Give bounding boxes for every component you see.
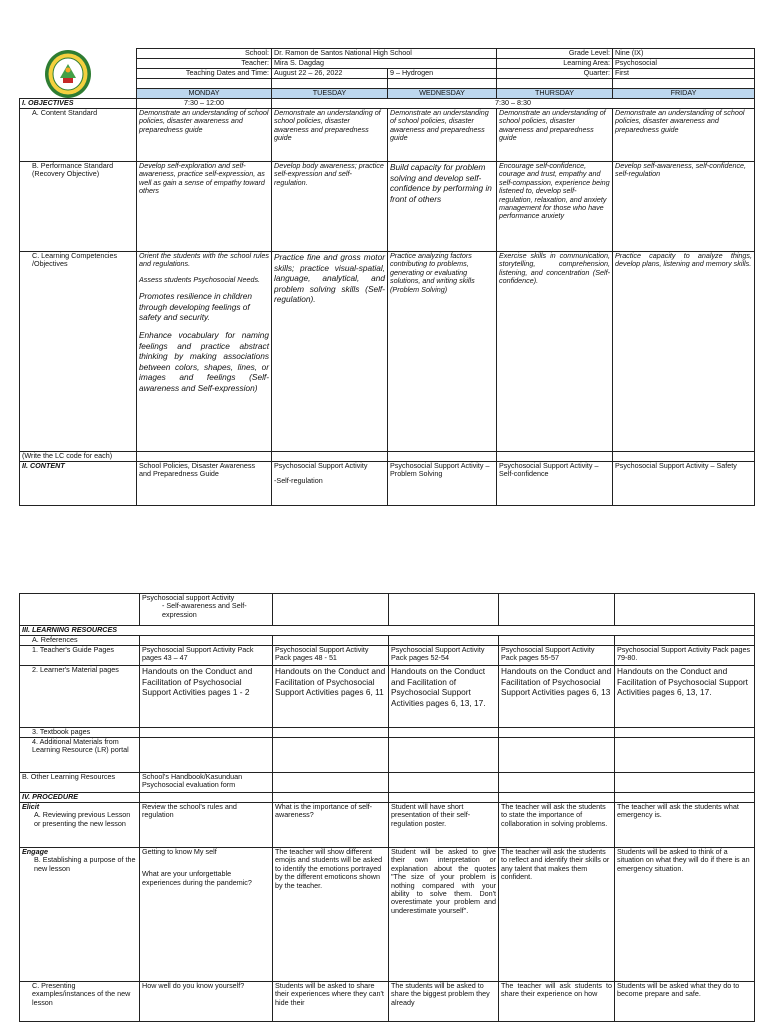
performance-standard-monday: Develop self-exploration and self-awareness, practice self-expression, as well as gain a sense of empathy toward others — [137, 162, 272, 252]
content-continued-title: Psychosocial support Activity — [142, 593, 235, 602]
competencies-monday — [137, 252, 272, 452]
teacher-value: Mira S. Dagdag — [272, 59, 497, 69]
engage-thursday: The teacher will ask the students to reflect and identify their skills or any talent that makes them confident. — [499, 848, 615, 982]
grade-value: Nine (IX) — [613, 49, 755, 59]
content-tuesday-sub: -Self-regulation — [274, 476, 323, 486]
competency-orient: Orient the students with the school rules and regulations. — [139, 251, 269, 269]
content-standard-label: A. Content Standard — [20, 109, 137, 162]
learners-material-tuesday: Handouts on the Conduct and Facilitation of Psychosocial Support Activities pages 6, 11 — [273, 666, 389, 728]
competencies-friday: Practice capacity to analyze things, develop plans, listening and memory skills. — [613, 252, 755, 452]
additional-materials-label: 4. Additional Materials from Learning Resource (LR) portal — [20, 738, 140, 773]
engage-label-cell — [20, 848, 140, 982]
learners-material-wednesday: Handouts on the Conduct and Facilitation of Psychosocial Support Activities pages 6, 13, 17. — [389, 666, 499, 728]
lc-code-note: (Write the LC code for each) — [20, 452, 137, 462]
content-tuesday-title: Psychosocial Support Activity — [274, 461, 368, 470]
engage-phase: Engage — [22, 847, 48, 856]
elicit-tuesday: What is the importance of self-awareness? — [273, 803, 389, 848]
other-resources-monday: School's Handbook/Kasunduan Psychosocial evaluation form — [140, 773, 273, 793]
other-resources-label: B. Other Learning Resources — [20, 773, 140, 793]
elicit-thursday: The teacher will ask the students to state the importance of collaboration in solving problems. — [499, 803, 615, 848]
content-heading: II. CONTENT — [20, 462, 137, 506]
elicit-label: A. Reviewing previous Lesson or presenting the new lesson — [34, 810, 131, 828]
content-thursday: Psychosocial Support Activity – Self-confidence — [497, 462, 613, 506]
engage-label: B. Establishing a purpose of the new lesson — [34, 855, 136, 873]
competencies-label: C. Learning Competencies /Objectives — [20, 252, 137, 452]
engage-monday — [140, 848, 273, 982]
content-tuesday — [272, 462, 388, 506]
elicit-monday: Review the school's rules and regulation — [140, 803, 273, 848]
elicit-label-cell — [20, 803, 140, 848]
competency-assess: Assess students Psychosocial Needs. — [139, 274, 261, 284]
time-rest: 7:30 – 8:30 — [272, 99, 755, 109]
engage-wednesday: Student will be asked to give their own interpretation or explanation about the quotes "The size of your problem is nothing compared with your ability to solve them. Don't overestimate your problem and underestimate yourself". — [389, 848, 499, 982]
competency-vocabulary: Enhance vocabulary for naming feelings and practice abstract thinking by making associations between colors, shapes, lines, or images and feelings (Self-awareness and Self-expression) — [139, 330, 269, 393]
dates-label: Teaching Dates and Time: — [137, 69, 272, 79]
learners-material-friday: Handouts on the Conduct and Facilitation of Psychosocial Support Activities pages 6, 13, 17. — [615, 666, 755, 728]
content-continued-item: - Self-awareness and Self-expression — [162, 601, 247, 619]
textbook-label: 3. Textbook pages — [20, 728, 140, 738]
content-standard-monday: Demonstrate an understanding of school policies, disaster awareness and preparedness guide — [137, 109, 272, 162]
day-thursday: THURSDAY — [497, 89, 613, 99]
school-label: School: — [137, 49, 272, 59]
elicit-phase: Elicit — [22, 802, 40, 811]
content-monday: School Policies, Disaster Awareness and Preparedness Guide — [137, 462, 272, 506]
teachers-guide-friday: Psychosocial Support Activity Pack pages 79-80. — [615, 646, 755, 666]
presenting-friday: Students will be asked what they do to become prepare and safe. — [615, 982, 755, 1022]
section-value: 9 – Hydrogen — [388, 69, 497, 79]
area-value: Psychosocial — [613, 59, 755, 69]
learning-resources-heading: III. LEARNING RESOURCES — [20, 626, 755, 636]
teachers-guide-monday: Psychosocial Support Activity Pack pages 43 – 47 — [140, 646, 273, 666]
teachers-guide-label: 1. Teacher's Guide Pages — [20, 646, 140, 666]
quarter-value: First — [613, 69, 755, 79]
references-heading: A. References — [20, 636, 140, 646]
presenting-wednesday: The students will be asked to share the biggest problem they already — [389, 982, 499, 1022]
elicit-friday: The teacher will ask the students what emergency is. — [615, 803, 755, 848]
presenting-thursday: The teacher will ask students to share their experience on how — [499, 982, 615, 1022]
day-tuesday: TUESDAY — [272, 89, 388, 99]
procedure-heading: IV. PROCEDURE — [20, 793, 140, 803]
content-friday: Psychosocial Support Activity – Safety — [613, 462, 755, 506]
day-monday: MONDAY — [137, 89, 272, 99]
performance-standard-thursday: Encourage self-confidence, courage and trust, empathy and self-compassion, experience being listened to, develop self-regulation, relaxation, and anxiety management for those who have performance anxiety — [497, 162, 613, 252]
time-monday: 7:30 – 12:00 — [137, 99, 272, 109]
engage-friday: Students will be asked to think of a situation on what they will do if there is an emergency situation. — [615, 848, 755, 982]
content-standard-tuesday: Demonstrate an understanding of school policies, disaster awareness and preparedness guide — [272, 109, 388, 162]
content-continued — [140, 594, 273, 626]
lesson-plan-page-1 — [19, 48, 755, 506]
content-standard-wednesday: Demonstrate an understanding of school policies, disaster awareness and preparedness guide — [388, 109, 497, 162]
quarter-label: Quarter: — [497, 69, 613, 79]
content-standard-friday: Demonstrate an understanding of school policies, disaster awareness and preparedness guide — [613, 109, 755, 162]
teachers-guide-thursday: Psychosocial Support Activity Pack pages 55-57 — [499, 646, 615, 666]
performance-standard-tuesday: Develop body awareness; practice self-expression and self-regulation. — [272, 162, 388, 252]
elicit-wednesday: Student will have short presentation of their self-regulation poster. — [389, 803, 499, 848]
lesson-plan-page-2 — [19, 593, 755, 1022]
learners-material-label: 2. Learner's Material pages — [20, 666, 140, 728]
learners-material-monday: Handouts on the Conduct and Facilitation of Psychosocial Support Activities pages 1 - 2 — [140, 666, 273, 728]
teacher-label: Teacher: — [137, 59, 272, 69]
competencies-wednesday: Practice analyzing factors contributing to problems, generating or evaluating solutions, and writing skills (Problem Solving) — [388, 252, 497, 452]
competencies-tuesday: Practice fine and gross motor skills; practice visual-spatial, language, analytical, and problem solving skills (Self-regulation). — [272, 252, 388, 452]
engage-tuesday: The teacher will show different emojis and students will be asked to identify the emotions portrayed by the different emoticons shown by the teacher. — [273, 848, 389, 982]
presenting-tuesday: Students will be asked to share their experiences where they can't hide their — [273, 982, 389, 1022]
competencies-thursday: Exercise skills in communication, storytelling, comprehension, listening, and concentration (Self-confidence). — [497, 252, 613, 452]
grade-label: Grade Level: — [497, 49, 613, 59]
competency-resilience: Promotes resilience in children through developing feelings of safety and security. — [139, 291, 252, 323]
performance-standard-label: B. Performance Standard (Recovery Objective) — [20, 162, 137, 252]
presenting-label: C. Presenting examples/instances of the new lesson — [20, 982, 140, 1022]
performance-standard-friday: Develop self-awareness, self-confidence, self-regulation — [613, 162, 755, 252]
performance-standard-wednesday: Build capacity for problem solving and develop self-confidence by performing in front of others — [388, 162, 497, 252]
school-seal-icon — [26, 49, 111, 99]
content-standard-thursday: Demonstrate an understanding of school policies, disaster awareness and preparedness guide — [497, 109, 613, 162]
learners-material-thursday: Handouts on the Conduct and Facilitation of Psychosocial Support Activities pages 6, 13 — [499, 666, 615, 728]
teachers-guide-wednesday: Psychosocial Support Activity Pack pages 52-54 — [389, 646, 499, 666]
content-wednesday: Psychosocial Support Activity – Problem Solving — [388, 462, 497, 506]
day-friday: FRIDAY — [613, 89, 755, 99]
dates-value: August 22 – 26, 2022 — [272, 69, 388, 79]
engage-monday-title: Getting to know My self — [142, 847, 217, 856]
area-label: Learning Area: — [497, 59, 613, 69]
objectives-heading: I. OBJECTIVES — [20, 99, 137, 109]
school-value: Dr. Ramon de Santos National High School — [272, 49, 497, 59]
engage-monday-question: What are your unforgettable experiences during the pandemic? — [142, 869, 252, 887]
teachers-guide-tuesday: Psychosocial Support Activity Pack pages 48 - 51 — [273, 646, 389, 666]
presenting-monday: How well do you know yourself? — [140, 982, 273, 1022]
school-logo-cell — [20, 49, 137, 99]
day-wednesday: WEDNESDAY — [388, 89, 497, 99]
